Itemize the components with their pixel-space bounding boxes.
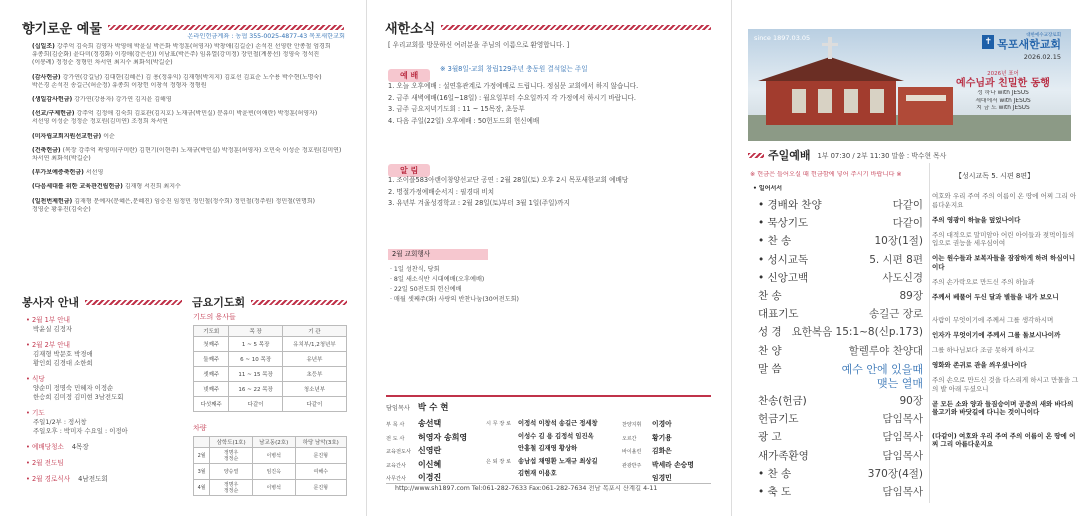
offering-row — [32, 43, 350, 51]
offering-row — [32, 206, 350, 214]
staff-right-column — [622, 418, 714, 485]
order-label: • 찬 송 — [758, 235, 792, 248]
friday-title: 금요기도회 — [192, 296, 246, 309]
table-row — [194, 352, 347, 367]
staff-names: 이경진 — [418, 473, 442, 482]
worship-order-row — [758, 197, 923, 212]
volunteer-role: • 2월 2부 안내 — [26, 341, 71, 349]
panel-divider — [366, 0, 367, 516]
volunteer-list — [26, 316, 176, 484]
staff-role: 오르간 — [622, 435, 637, 442]
notice-items — [388, 175, 708, 210]
order-value: 담임목사 — [882, 413, 923, 426]
volunteer-names: 황인희 김경대 소한희 — [33, 359, 93, 367]
staff-row — [386, 432, 486, 446]
table-row — [194, 448, 347, 464]
pastor-name: 박 수 현 — [417, 403, 449, 413]
pastor-label: 담임목사 — [386, 405, 410, 412]
worship-note: ※ 3월8일-교회 창립129주년 충동원 결석없는 주일 — [440, 65, 588, 73]
staff-row — [622, 418, 714, 432]
order-value: 맺는 열매 — [876, 376, 923, 390]
reading-line: 주의 대적으로 말미암아 어린 아이들과 젖먹이들의 입으로 권능을 세우심이여 — [932, 230, 1075, 247]
offering-names: 박은경 손석진 송길근(허순정) 유종희 이창헌 이창석 정형자 정형원 — [32, 81, 207, 89]
title-hatch — [441, 25, 711, 30]
staff-mid-column — [486, 418, 621, 481]
motto-text: 예수님과 친밀한 동행 — [956, 78, 1050, 89]
staff-role: 찬양지휘 — [622, 422, 642, 428]
table-cell: 둘째주 — [194, 352, 229, 367]
volunteer-heading — [26, 475, 176, 484]
staff-row — [622, 459, 714, 473]
order-label: 찬 양 — [758, 344, 782, 357]
order-label: 말 씀 — [758, 362, 782, 375]
staff-names: 송선택 — [418, 419, 442, 428]
list-item: · 1일 성찬식, 당회 — [390, 266, 440, 273]
volunteer-heading — [26, 443, 176, 452]
staff-names: 황기용 — [652, 433, 672, 442]
staff-names: 이신혜 — [418, 459, 442, 469]
list-item: 3. 금주 금요저녁기도회 : 11 ~ 15목장, 초등부 — [388, 105, 525, 113]
table-cell: 1 ~ 5 목장 — [229, 337, 282, 352]
volunteer-role: • 2월 전도팀 — [26, 459, 64, 467]
order-value: 다같이 — [892, 217, 923, 230]
worship-items — [388, 81, 708, 127]
prelude-label: • 일어서서 — [753, 185, 783, 192]
offering-names: 강주억 김정애 김숙희 김효관(김지호) 노재규(박민실) 문유미 박윤빈(이애란) 박정훈(허영자) — [76, 110, 318, 118]
title-hatch — [251, 300, 347, 305]
staff-role: 부 목 사 — [386, 422, 405, 428]
staff-row — [386, 459, 486, 473]
table-cell: 유년부 — [282, 352, 346, 367]
table-cell: 문진형 — [295, 480, 347, 496]
offering-row — [32, 74, 350, 82]
order-value: 10장(1절) — [874, 235, 923, 248]
staff-role: 관광반주 — [622, 462, 642, 469]
event-title: 2월 교회행사 — [392, 250, 431, 258]
table-cell: 다같이 — [282, 397, 346, 412]
offering-row — [32, 118, 350, 126]
table-cell: 유치부/1,2청년부 — [282, 337, 346, 352]
volunteer-role: • 예배당청소 — [26, 443, 64, 451]
notice-pill-label: 알 림 — [388, 164, 430, 177]
offering-names: 이순 — [103, 132, 115, 140]
staff-row — [486, 468, 621, 481]
table-cell: 문진형 — [295, 448, 347, 464]
offering-category: (미자립교회지원선교헌금) — [32, 132, 102, 140]
order-divider — [929, 163, 930, 503]
worship-order-row — [758, 484, 923, 499]
offering-category: (십일조) — [32, 43, 55, 50]
list-item: 3. 유년부 겨울성경학교 : 2월 28일(토)부터 3월 1일(주일)까지 — [388, 199, 570, 207]
offering-names: 정영순 황유진(김숙순) — [32, 205, 91, 213]
reading-line: 주의 손으로 만드신 것을 다스리게 하시고 만물을 그의 발 아래 두셨으니 — [932, 376, 1079, 393]
reading-line: 주의 영광이 하늘을 덮었나이다 — [932, 215, 1021, 224]
table-cell: 초등부 — [282, 367, 346, 382]
volunteer-heading — [26, 341, 176, 350]
table-header-row — [194, 437, 347, 448]
list-item: · 22일 50전도회 헌신예배 — [390, 286, 462, 293]
staff-names: 이경아 — [652, 420, 672, 428]
table-header-cell — [194, 437, 210, 448]
list-item: 1. 조이플583아랜이창양선교단 공연 : 2월 28일(토) 오후 2시 목포새한교회 예배당 — [388, 176, 629, 184]
list-item: 2. 금주 새벽예배(16일~18일) : 월요일부터 수요일까지 각 가정에서 하시기 바랍니다. — [388, 93, 637, 102]
table-header-cell: 기 관 — [282, 326, 346, 337]
table-cell: 11 ~ 15 목장 — [229, 367, 282, 382]
volunteer-names: 주일1/2부 : 정서창 — [33, 418, 87, 426]
table-header-cell: 남교동(2호) — [252, 437, 295, 448]
table-row — [194, 367, 347, 382]
offering-names: 김재형 서진희 최지수 — [124, 183, 181, 191]
offering-row — [32, 51, 350, 59]
offering-names: 강가연(강길남) 김대한(김혜은) 김 용(정유익) 김재형(박지지) 김효선 김효순 노수용 박수현(노명숙) — [62, 73, 322, 81]
staff-row — [386, 418, 486, 432]
news-section-title — [385, 18, 711, 37]
volunteer-assignee: 4목장 — [71, 443, 89, 451]
offering-names: (이봉례) 정정순 정형민 차서연 최지수 최화석(박길순) — [32, 59, 173, 67]
table-cell: 이병석 — [252, 448, 295, 464]
worship-order-row — [758, 288, 923, 303]
bulletin-date: 2026.02.15 — [1023, 53, 1061, 61]
sunday-worship-header — [748, 147, 1073, 163]
order-label: • 경배와 찬양 — [758, 199, 822, 211]
motto-year: 2026년 표어 — [987, 71, 1019, 77]
volunteer-names: 박윤실 김정자 — [33, 325, 73, 333]
order-value: 송길근 장로 — [868, 308, 923, 321]
staff-row — [622, 432, 714, 446]
table-cell: 정명우 정정순 — [210, 480, 253, 496]
staff-role: 시 무 장 로 — [486, 421, 511, 427]
staff-role: 바이올린 — [622, 449, 642, 455]
friday-subtitle: 기도의 용사들 — [193, 313, 236, 321]
table-cell: 16 ~ 22 목장 — [229, 382, 282, 397]
volunteer-assignee: 4남전도회 — [78, 475, 108, 483]
order-value: 90장 — [899, 395, 923, 407]
order-value: 담임목사 — [882, 449, 923, 462]
order-label: 헌금기도 — [758, 413, 799, 426]
offering-category: (부가보예증축헌금) — [32, 169, 84, 177]
order-value: 담임목사 — [882, 431, 923, 444]
table-row — [194, 382, 347, 397]
offering-category: (생일감사헌금) — [32, 96, 73, 104]
staff-names: 김현재 이용호 — [518, 470, 557, 477]
offering-row — [32, 169, 350, 177]
title-hatch — [85, 300, 182, 305]
table-row — [194, 464, 347, 480]
worship-order-row — [758, 466, 923, 481]
motto-line: 세대에서 with JESUS — [975, 97, 1031, 104]
list-item: 4. 다음 주일(22일) 오후예배 : 50헌도드회 헌신예배 — [388, 116, 540, 125]
since-label: since 1897.03.05 — [754, 34, 811, 42]
reading-line: 이는 원수들과 보복자들을 잠잠하게 하려 하심이니이다 — [932, 254, 1076, 271]
online-account-note: 온라인헌금계좌 : 농협 355-0025-4877-43 목포새한교회 — [187, 33, 345, 40]
staff-role: 교육간사 — [386, 462, 407, 469]
volunteer-heading — [26, 375, 176, 384]
motto-line: 지 금 도 with JESUS — [976, 105, 1030, 111]
offering-names: 서선영 이성순 정정순 정호원(김미연) 조정희 차서연 — [32, 118, 168, 126]
offering-category: (감사헌금) — [32, 73, 61, 81]
reading-line: (다같이) 여호와 우리 주여 주의 이름이 온 땅에 어찌 그리 아름다운지요 — [932, 431, 1076, 448]
volunteer-role: • 2월 1부 안내 — [26, 316, 71, 324]
motto-lines — [947, 90, 1059, 113]
worship-order-row — [758, 429, 923, 444]
offering-names: (목장 강주억 곽영미(구미란) 김현기(이현주) 노재규(박민실) 박정훈(허영자) 오민숙 이성순 정호원(김미연) — [62, 146, 342, 154]
worship-order-row — [758, 252, 923, 267]
offering-names: 김재형 문예자(문혜은,문혜진) 임승진 임정민 정민철(정수희) 정민철(정주원) 정민철(연명희) — [74, 197, 316, 205]
table-row — [194, 480, 347, 496]
staff-row — [486, 443, 621, 456]
volunteer-names: 한승희 김미정 김미현 3남전도회 — [33, 393, 124, 401]
volunteer-role: • 2월 경로식사 — [26, 475, 71, 483]
order-label: • 축 도 — [758, 486, 792, 498]
table-cell: 첫째주 — [194, 337, 229, 352]
table-cell: 청소년부 — [282, 382, 346, 397]
table-cell: 다같이 — [229, 397, 282, 412]
staff-role: 사무간사 — [386, 476, 407, 482]
staff-names: 김화은 — [652, 447, 672, 455]
table-cell: 여해수 — [295, 464, 347, 480]
friday-section-title — [192, 294, 347, 310]
staff-role: 은 퇴 장 로 — [486, 458, 511, 465]
order-label: 대표기도 — [758, 308, 799, 321]
car-subtitle: 차량 — [193, 424, 207, 432]
offering-row — [32, 155, 350, 163]
event-title-bar — [388, 249, 488, 260]
table-cell: 다섯째주 — [194, 397, 229, 412]
order-value: 담임목사 — [882, 486, 923, 498]
offering-row — [32, 59, 350, 67]
offering-row — [32, 183, 350, 191]
order-label: 광 고 — [758, 431, 782, 444]
volunteer-heading — [26, 409, 176, 418]
staff-names: 박세라 손승명 — [652, 460, 694, 469]
footer-divider — [386, 483, 711, 484]
offerings-title: 향기로운 예물 — [22, 22, 102, 37]
staff-names: 신영란 — [418, 446, 442, 455]
order-value: 사도신경 — [882, 271, 923, 284]
volunteer-names: 주일오후 : 박미자 수요일 : 이정아 — [33, 427, 128, 435]
offering-names: 유종희(김순화) 윤다미(정경화) 이경애(강은선)) 이남표(박은주) 임유열(강미정) 장민철(계봉선) 정영숙 정석진 — [32, 51, 320, 59]
volunteer-names: 양순미 정명숙 민혜자 이정순 — [33, 384, 114, 392]
list-item: 1. 오늘 오후예배 : 설연휴관계로 가정예배로 드립니다. 정심문 교회에서 하지 않습니다. — [388, 82, 639, 90]
offering-row — [32, 147, 350, 155]
church-logo-icon: ✝ — [982, 35, 994, 49]
worship-order-row — [758, 270, 923, 285]
worship-order-row — [758, 306, 923, 321]
church-logo — [982, 33, 1061, 61]
reading-line: 영화와 존귀로 관을 씌우셨나이다 — [932, 361, 1027, 369]
table-row — [194, 337, 347, 352]
volunteer-names: 김재형 박문호 박경애 — [33, 350, 93, 358]
staff-names: 이성수 김 용 김정석 임진옥 — [518, 432, 594, 440]
order-value: 예수 안에 있을때 — [841, 362, 923, 376]
order-label: 새가족환영 — [758, 449, 809, 462]
staff-row — [486, 456, 621, 469]
order-label: 찬 송 — [758, 290, 782, 302]
order-value: 요한복음 15:1~8(신p.173) — [791, 326, 923, 339]
order-value: 5. 시편 8편 — [869, 253, 923, 266]
reading-line: 여호와 우리 주여 주의 이름이 온 땅에 어찌 그리 아름다운지요 — [932, 192, 1077, 209]
list-item: · 매월 셋째주(화) 사랑의 반찬나눔(30여전도회) — [390, 296, 519, 303]
volunteer-heading — [26, 459, 176, 468]
staff-row — [622, 445, 714, 459]
title-hatch — [108, 25, 344, 30]
offering-notice: ※ 헌금은 들어오실 때 헌금함에 넣어 주시기 바랍니다 ※ — [750, 171, 902, 178]
offering-row — [32, 82, 350, 90]
offering-category: (일천번제헌금) — [32, 197, 73, 205]
order-label: • 묵상기도 — [758, 217, 809, 230]
order-value: 할렐루야 찬양대 — [848, 344, 923, 357]
offering-row — [32, 96, 350, 104]
reading-line: 사람이 무엇이기에 주께서 그를 생각하시며 — [932, 316, 1054, 324]
church-denomination: 대한예수교장로회 — [1026, 33, 1061, 38]
volunteer-title: 봉사자 안내 — [22, 296, 79, 309]
worship-order-row — [758, 411, 923, 426]
table-row — [194, 397, 347, 412]
offerings-list — [32, 43, 350, 214]
order-label: • 신앙고백 — [758, 271, 809, 284]
worship-order-row — [758, 448, 923, 463]
staff-names: 허영자 송희영 — [418, 432, 468, 442]
table-cell: 정명우 정정순 — [210, 448, 253, 464]
volunteer-role: • 식당 — [26, 375, 45, 383]
staff-row — [386, 445, 486, 459]
list-item: 2. 명절가정예배순서지 : 필경대 비치 — [388, 187, 495, 196]
order-label: 찬송(헌금) — [758, 395, 807, 407]
table-cell: 양승열 — [210, 464, 253, 480]
motto-line: 성 하나 with JESUS — [977, 90, 1029, 96]
sunday-worship-title: 주일예배 — [768, 149, 811, 162]
order-value: 89장 — [899, 290, 923, 302]
volunteer-section-title — [22, 294, 182, 310]
offering-row — [32, 133, 350, 141]
staff-divider — [386, 395, 711, 397]
offering-row — [32, 198, 350, 206]
reading-line: 주께서 베풀어 두신 달과 별들을 내가 보오니 — [932, 292, 1059, 301]
reading-line: 곧 모든 소와 양과 들짐승이며 공중의 새와 바다의 물고기와 바닷길에 다니는 것이니이다 — [932, 399, 1074, 416]
welcome-text: [ 우리교회를 방문하신 여러분을 주님의 이름으로 환영합니다. ] — [388, 41, 570, 49]
staff-names: 송남섭 채영환 노재규 최상길 — [518, 457, 598, 465]
offering-names: 강가연(강용자) 강가연 김지윤 김해영 — [74, 96, 172, 104]
staff-names: 임경민 — [652, 474, 672, 482]
motto-block — [947, 69, 1059, 113]
title-hatch — [748, 153, 764, 158]
event-items — [390, 265, 710, 305]
table-header-cell: 삼학도(1호) — [210, 437, 253, 448]
offering-names: 서선영 — [85, 169, 104, 177]
reading-title: 【성시교독 5. 시편 8편】 — [955, 172, 1035, 180]
offering-row — [32, 110, 350, 118]
table-cell: 4월 — [194, 480, 210, 496]
volunteer-role: • 기도 — [26, 409, 45, 417]
church-name: 목포새한교회 — [997, 38, 1061, 51]
worship-order-row — [758, 215, 923, 230]
offering-names: 차서연 최화석(박길순) — [32, 155, 91, 163]
table-header-cell: 기도회 — [194, 326, 229, 337]
worship-times: 1부 07:30 / 2부 11:30 말씀 : 박수현 목사 — [817, 152, 947, 160]
staff-row — [486, 431, 621, 444]
worship-order-row — [758, 324, 923, 339]
volunteer-heading — [26, 316, 176, 325]
staff-names: 이정석 이창석 송길근 정세창 — [518, 420, 598, 427]
table-cell: 6 ~ 10 목장 — [229, 352, 282, 367]
order-label: 성 경 — [758, 326, 782, 339]
staff-role: 전 도 사 — [386, 435, 405, 442]
table-cell: 2월 — [194, 448, 210, 464]
offering-category: (건축헌금) — [32, 146, 61, 154]
staff-role: 교육전도사 — [386, 449, 412, 455]
reading-line: 인자가 무엇이기에 주께서 그를 돌보시나이까 — [932, 331, 1061, 339]
order-value: 370장(4절) — [867, 467, 923, 480]
church-banner — [748, 29, 1071, 141]
order-value: 다같이 — [892, 199, 923, 211]
order-label: • 성시교독 — [758, 253, 809, 266]
table-header-row — [194, 326, 347, 337]
worship-order-row — [758, 343, 923, 358]
reading-line: 주의 손가락으로 만드신 주의 하늘과 — [932, 277, 1035, 286]
reading-line: 그를 하나님보다 조금 못하게 하시고 — [932, 346, 1035, 354]
worship-pill — [388, 63, 430, 82]
news-title: 새한소식 — [385, 22, 436, 37]
table-cell: 임진옥 — [252, 464, 295, 480]
pastor-line — [386, 401, 448, 413]
worship-order-row — [758, 393, 923, 408]
worship-pill-label: 예 배 — [388, 69, 430, 82]
offering-names: 강주억 김숙희 김영자 박영애 박윤실 박은화 박정훈(허영자) 박창애(김길순) 손석진 선영란 안종철 엄경희 — [56, 43, 331, 50]
staff-left-column — [386, 418, 486, 486]
list-item: · 8일 새소식반 시대예배(오후예배) — [390, 276, 485, 283]
table-cell: 셋째주 — [194, 367, 229, 382]
worship-order-row — [758, 375, 923, 391]
footer-contact: http://www.sh1897.com Tel:061-282-7633 Fax:061-282-7634 전남 목포시 산계길 4-11 — [395, 485, 658, 492]
panel-divider — [731, 0, 732, 516]
order-label: • 찬 송 — [758, 467, 792, 480]
friday-prayer-table — [193, 325, 347, 412]
table-cell: 넷째주 — [194, 382, 229, 397]
table-header-cell: 목 장 — [229, 326, 282, 337]
table-cell: 3월 — [194, 464, 210, 480]
worship-order-row — [758, 233, 923, 248]
staff-names: 안홍철 김재영 황상하 — [518, 445, 578, 452]
car-table — [193, 436, 347, 496]
offering-category: (다음세대를 위한 교육관건립헌금) — [32, 183, 123, 191]
staff-row — [486, 418, 621, 431]
table-header-cell: 하당 남악(3호) — [295, 437, 347, 448]
table-cell: 이병석 — [252, 480, 295, 496]
offering-category: (선교/구제헌금) — [32, 110, 75, 118]
